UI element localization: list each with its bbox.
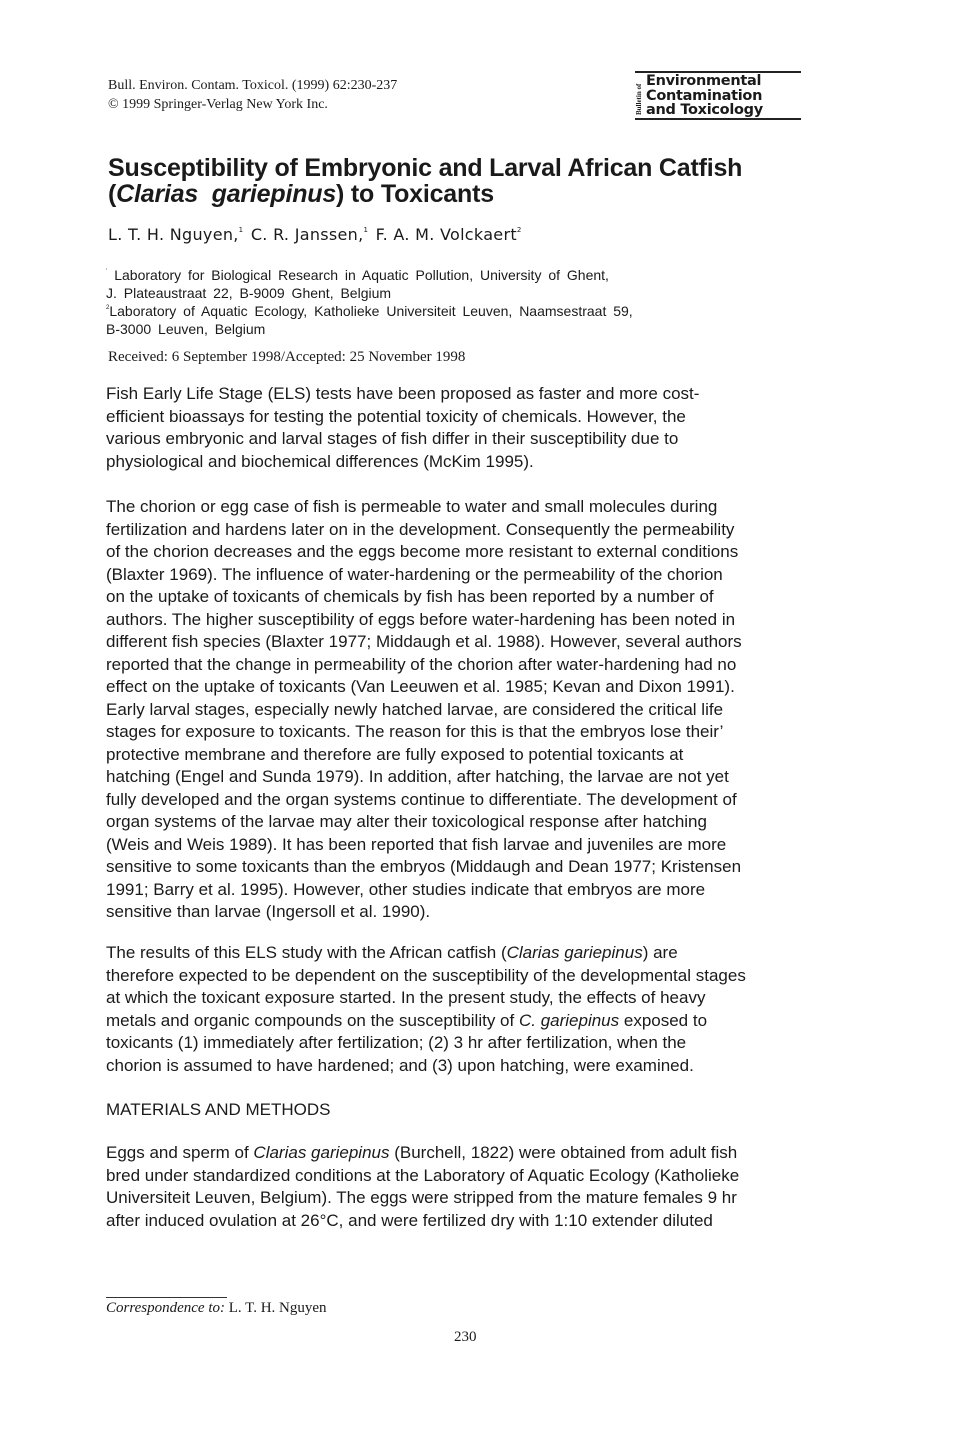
text-line: 1991; Barry et al. 1995). However, other studies indicate that embryos are more	[106, 879, 706, 899]
footnote-divider	[106, 1297, 227, 1298]
citation-block	[108, 76, 397, 114]
copyright-line: © 1999 Springer-Verlag New York Inc.	[108, 97, 328, 112]
text-line: hatching (Engel and Sunda 1979). In addition, after hatching, the larvae are not yet	[106, 767, 729, 786]
text-line: various embryonic and larval stages of fish differ in their susceptibility due to	[106, 429, 679, 448]
text-line: Early larval stages, especially newly hatched larvae, are considered the critical life	[106, 699, 724, 719]
text-line: (Blaxter 1969). The influence of water-hardening or the permeability of the chorion	[106, 564, 723, 584]
page-number: 230	[454, 1329, 477, 1345]
text-line: organ systems of the larvae may alter their toxicological response after hatching	[106, 812, 707, 831]
title-species: Clarias gariepinus	[116, 180, 337, 208]
author-name: F. A. M. Volckaert	[375, 225, 517, 244]
title-line: (Clarias gariepinus) to Toxicants	[108, 180, 494, 208]
paper-title	[108, 155, 868, 207]
text-line: (Weis and Weis 1989). It has been reported that fish larvae and juveniles are more	[106, 834, 727, 854]
text-line: authors. The higher susceptibility of eggs before water-hardening has been noted in	[106, 609, 736, 629]
text-line: stages for exposure to toxicants. The reason for this is that the embryos lose their’	[106, 722, 724, 741]
journal-logo-prefix: Bulletin of	[635, 83, 643, 115]
text-line: reported that the change in permeability of the chorion after water-hardening had no	[106, 654, 737, 674]
affiliation-2: $^2$Laboratory of Aquatic Ecology, Katholieke Universiteit Leuven, Naamsestraat 59, B-3000 Leuven, Belgium	[106, 303, 633, 337]
title-line: Susceptibility of Embryonic and Larval African Catfish	[108, 154, 743, 182]
text-line: on the uptake of toxicants of chemicals by fish has been reported by a number of	[106, 587, 714, 606]
text-line: protective membrane and therefore are fully exposed to potential toxicants at	[106, 744, 684, 764]
journal-logo-line: and Toxicology	[646, 102, 763, 118]
text-line: The chorion or egg case of fish is permeable to water and small molecules during	[106, 497, 718, 516]
author-name: L. T. H. Nguyen,	[108, 225, 239, 244]
author-list: L. T. H. Nguyen,$^1$ C. R. Janssen,$^1$ F. A. M. Volckaert$^2$	[108, 225, 522, 244]
received-dates: Received: 6 September 1998/Accepted: 25 November 1998	[108, 349, 466, 365]
journal-logo-line: Contamination	[646, 87, 763, 104]
citation-line: Bull. Environ. Contam. Toxicol. (1999) 62:230-237	[108, 78, 398, 93]
text-line: sensitive to some toxicants than the embryos (Middaugh and Dean 1977; Kristensen	[106, 857, 742, 876]
paragraph-chorion	[106, 496, 836, 924]
journal-logo	[635, 71, 801, 119]
text-line: effect on the uptake of toxicants (Van Leeuwen et al. 1985; Kevan and Dixon 1991).	[106, 677, 735, 696]
paragraph-intro	[106, 383, 836, 473]
text-line: of the chorion decreases and the eggs become more resistant to external conditions	[106, 542, 739, 561]
text-line: Fish Early Life Stage (ELS) tests have been proposed as faster and more cost-	[106, 384, 700, 403]
paragraph-methods: Eggs and sperm of Clarias gariepinus (Burchell, 1822) were obtained from adult fish bred under standardized conditions at the Laboratory of Aquatic Ecology (Katholieke Universiteit Leuven, Belgium). The eggs were stripped from the mature females 9 hr after induced ovulation at 26°C, and were fertilized dry with 1:10 extender diluted	[106, 1143, 740, 1230]
text-line: efficient bioassays for testing the potential toxicity of chemicals. However, the	[106, 406, 686, 426]
paragraph-objectives: The results of this ELS study with the African catfish (Clarias gariepinus) are therefore expected to be dependent on the susceptibility of the developmental stages at which the toxicant exposure started. In the present study, the effects of heavy metals and organic compounds on the susceptibility of C. gariepinus exposed to toxicants (1) immediately after fertilization; (2) 3 hr after fertilization, when the chorion is assumed to have hardened; and (3) upon hatching, were examined.	[106, 943, 746, 1075]
author-name: C. R. Janssen,	[250, 225, 364, 244]
footnote: Correspondence to: L. T. H. Nguyen	[106, 1300, 327, 1316]
section-heading: MATERIALS AND METHODS	[106, 1100, 331, 1119]
affiliation-1: ’ Laboratory for Biological Research in Aquatic Pollution, University of Ghent, J. Plateaustraat 22, B-9009 Ghent, Belgium	[106, 267, 609, 301]
text-line: fertilization and hardens later on in the development. Consequently the permeability	[106, 519, 735, 539]
text-line: fully developed and the organ systems continue to differentiate. The development of	[106, 789, 737, 809]
text-line: different fish species (Blaxter 1977; Middaugh et al. 1988). However, several authors	[106, 632, 742, 651]
text-line: sensitive than larvae (Ingersoll et al. 1990).	[106, 902, 431, 921]
journal-logo-line: Environmental	[646, 73, 762, 89]
text-line: physiological and biochemical differences (McKim 1995).	[106, 451, 534, 471]
